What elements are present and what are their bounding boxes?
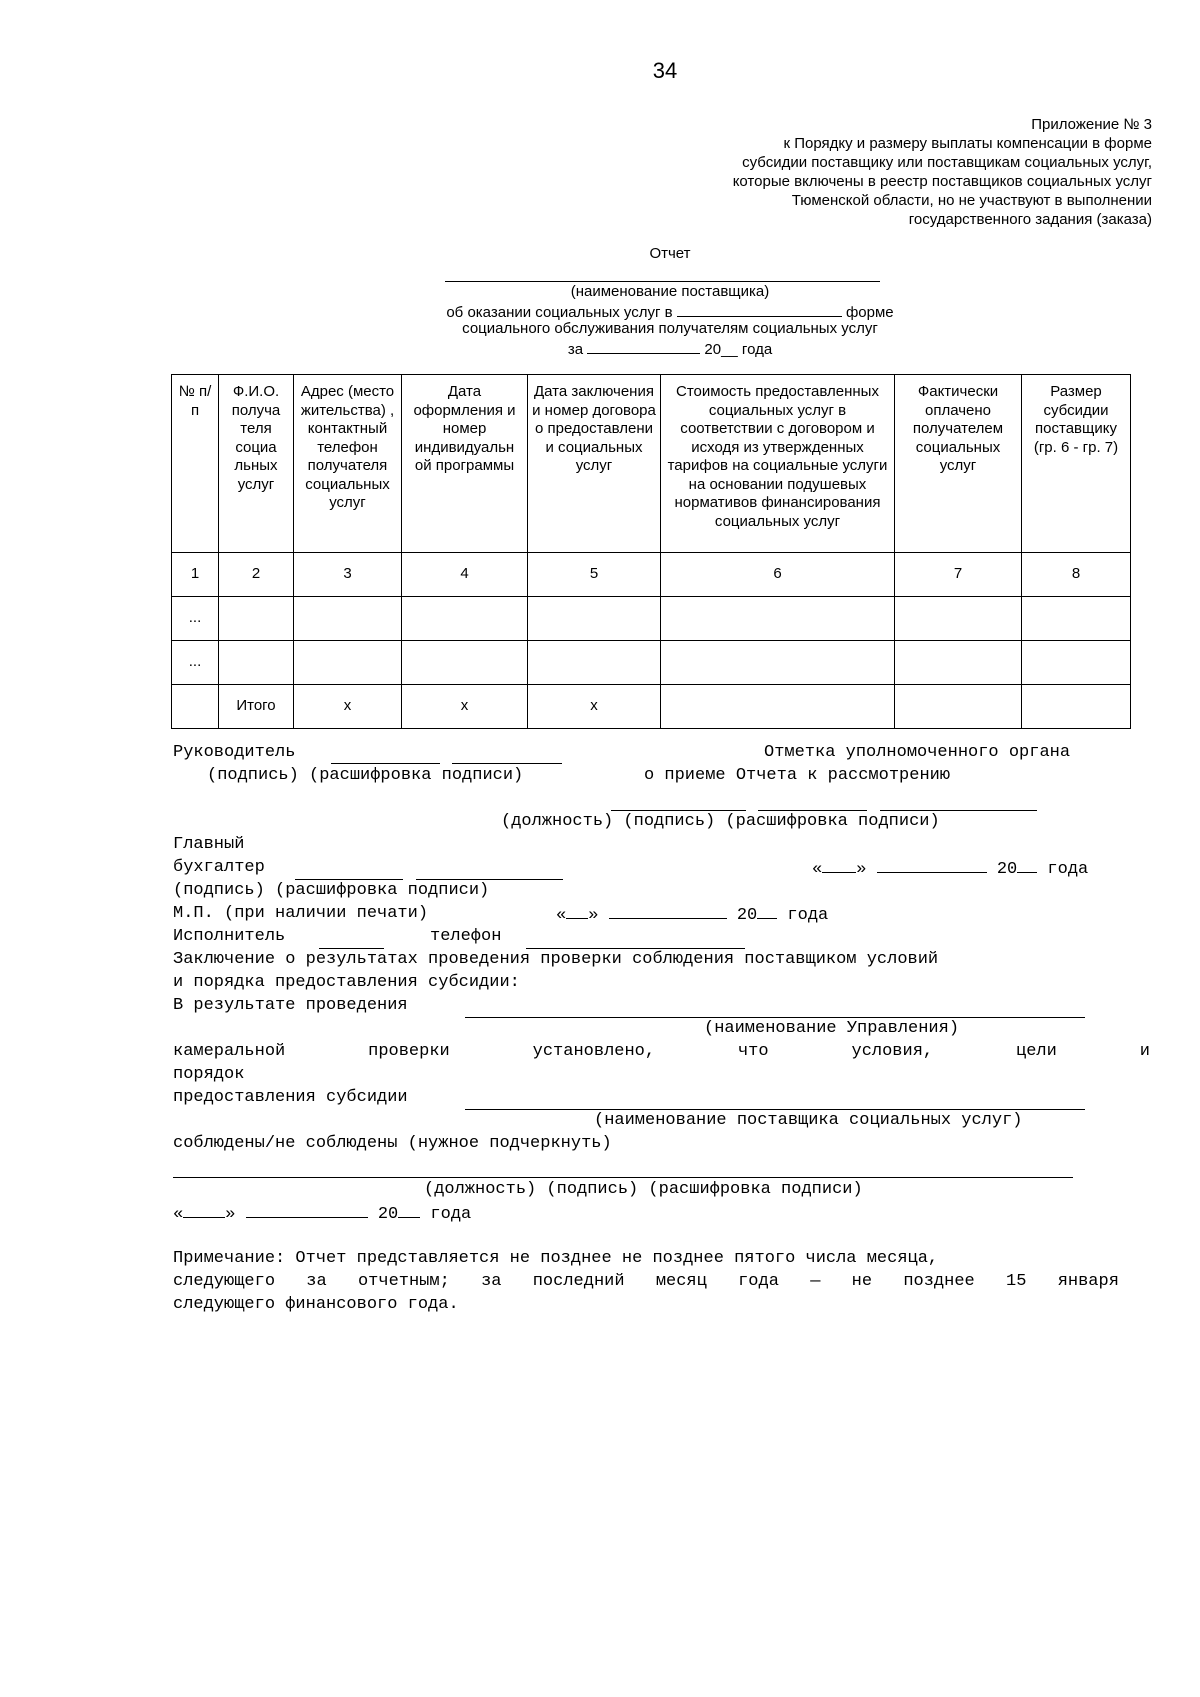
table-header-row <box>172 375 1131 553</box>
table-row <box>172 597 1131 641</box>
supplier-name-line <box>445 281 880 282</box>
grant-label: предоставления субсидии <box>173 1088 408 1107</box>
head-signature-line <box>331 763 440 764</box>
heading-line-3: за 20__ года <box>567 341 773 358</box>
table-cell: 3 <box>294 553 402 597</box>
table-cell: 5 <box>528 553 661 597</box>
period-blank <box>587 339 700 354</box>
table-cell <box>528 641 661 685</box>
grant-line <box>465 1109 1085 1110</box>
report-table <box>171 374 1131 729</box>
table-cell <box>895 685 1022 729</box>
table-cell <box>219 641 294 685</box>
table-cell <box>172 685 219 729</box>
table-cell <box>661 597 895 641</box>
note-line-2: следующего за отчетным; за последний месяц года — не позднее 15 января <box>173 1272 1119 1291</box>
column-header: Адрес (место жительства) , контактный телефон получателя социальных услуг <box>294 375 402 553</box>
executor-line <box>319 948 384 949</box>
table-cell <box>661 641 895 685</box>
appendix-block <box>552 115 1152 229</box>
result-line <box>465 1017 1085 1018</box>
column-header: Дата заключения и номер договора о предоставлени и социальных услуг <box>528 375 661 553</box>
appendix-line: которые включены в реестр поставщиков социальных услуг <box>732 173 1152 190</box>
table-cell <box>1022 597 1131 641</box>
conclusion-words: камеральной проверки установлено, что условия, цели и <box>173 1042 1150 1061</box>
result-label: В результате проведения <box>173 996 408 1015</box>
table-cell: 7 <box>895 553 1022 597</box>
appendix-line: субсидии поставщику или поставщикам социальных услуг, <box>742 154 1152 171</box>
mark-line-1: Отметка уполномоченного органа <box>764 743 1071 762</box>
table-cell <box>528 597 661 641</box>
table-cell <box>895 641 1022 685</box>
table-cell <box>219 597 294 641</box>
official-caption: (должность) (подпись) (расшифровка подписи) <box>424 1180 863 1199</box>
mark-name-line <box>880 810 1037 811</box>
appendix-line: государственного задания (заказа) <box>908 211 1152 228</box>
column-header: Стоимость предоставленных социальных услуг в соответствии с договором и исходя из утвержденных тарифов на социальные услуги на основании подушевых нормативов финансирования социальных услуг <box>661 375 895 553</box>
result-caption: (наименование Управления) <box>704 1019 960 1038</box>
report-title: Отчет <box>649 245 691 262</box>
table-cell: x <box>528 685 661 729</box>
table-cell <box>895 597 1022 641</box>
table-cell <box>402 597 528 641</box>
note-line-3: следующего финансового года. <box>173 1295 459 1314</box>
table-cell: 6 <box>661 553 895 597</box>
seal-date: « » 20 года <box>556 906 829 925</box>
column-header: Размер субсидии поставщику (гр. 6 - гр. 7) <box>1022 375 1131 553</box>
head-caption: (подпись) (расшифровка подписи) <box>207 766 524 785</box>
table-row-total <box>172 685 1131 729</box>
table-cell <box>661 685 895 729</box>
table-cell <box>1022 641 1131 685</box>
conclusion-date: « » 20 года <box>173 1205 472 1224</box>
mark-line-2: о приеме Отчета к рассмотрению <box>644 766 951 785</box>
chief-label-2: бухгалтер <box>173 858 265 877</box>
chief-signature-line <box>295 879 403 880</box>
observed-text: соблюдены/не соблюдены (нужное подчеркнуть) <box>173 1134 612 1153</box>
grant-caption: (наименование поставщика социальных услуг) <box>594 1111 1023 1130</box>
heading-line-2: социального обслуживания получателям социальных услуг <box>462 320 878 337</box>
head-label: Руководитель <box>173 743 296 762</box>
column-header: Ф.И.О. получа теля социа льных услуг <box>219 375 294 553</box>
form-blank <box>677 302 842 317</box>
table-cell: 1 <box>172 553 219 597</box>
table-cell: 4 <box>402 553 528 597</box>
table-row <box>172 553 1131 597</box>
table-cell: 2 <box>219 553 294 597</box>
conclusion-line-2: и порядка предоставления субсидии: <box>173 973 520 992</box>
mark-signature-line <box>758 810 867 811</box>
phone-line <box>526 948 745 949</box>
official-line <box>173 1177 1073 1178</box>
appendix-line: Приложение № 3 <box>1031 116 1152 133</box>
mark-position-line <box>611 810 746 811</box>
table-cell: x <box>402 685 528 729</box>
executor-label: Исполнитель <box>173 927 286 946</box>
table-cell <box>1022 685 1131 729</box>
table-cell: ... <box>172 597 219 641</box>
conclusion-line-1: Заключение о результатах проведения проверки соблюдения поставщиком условий <box>173 950 939 969</box>
chief-name-line <box>416 879 563 880</box>
mark-caption: (должность) (подпись) (расшифровка подписи) <box>501 812 940 831</box>
phone-label: телефон <box>430 927 502 946</box>
page-number: 34 <box>652 58 678 83</box>
head-name-line <box>452 763 562 764</box>
note-line-1: Примечание: Отчет представляется не позднее не позднее пятого числа месяца, <box>173 1249 939 1268</box>
table-cell: ... <box>172 641 219 685</box>
table-cell <box>402 641 528 685</box>
table-cell: 8 <box>1022 553 1131 597</box>
chief-date: « » 20 года <box>812 860 1089 879</box>
appendix-line: к Порядку и размеру выплаты компенсации в форме <box>783 135 1152 152</box>
seal-label: М.П. (при наличии печати) <box>173 904 429 923</box>
table-row <box>172 641 1131 685</box>
order-word: порядок <box>173 1065 245 1084</box>
table-cell <box>294 641 402 685</box>
table-cell <box>294 597 402 641</box>
heading-line-1: об оказании социальных услуг в форме <box>446 304 894 321</box>
supplier-caption: (наименование поставщика) <box>570 283 770 300</box>
column-header: Дата оформления и номер индивидуальн ой программы <box>402 375 528 553</box>
table-cell: Итого <box>219 685 294 729</box>
chief-caption: (подпись) (расшифровка подписи) <box>173 881 490 900</box>
table-cell: x <box>294 685 402 729</box>
appendix-line: Тюменской области, но не участвуют в выполнении <box>791 192 1152 209</box>
column-header: Фактически оплачено получателем социальных услуг <box>895 375 1022 553</box>
column-header: № п/п <box>172 375 219 553</box>
chief-label-1: Главный <box>173 835 245 854</box>
